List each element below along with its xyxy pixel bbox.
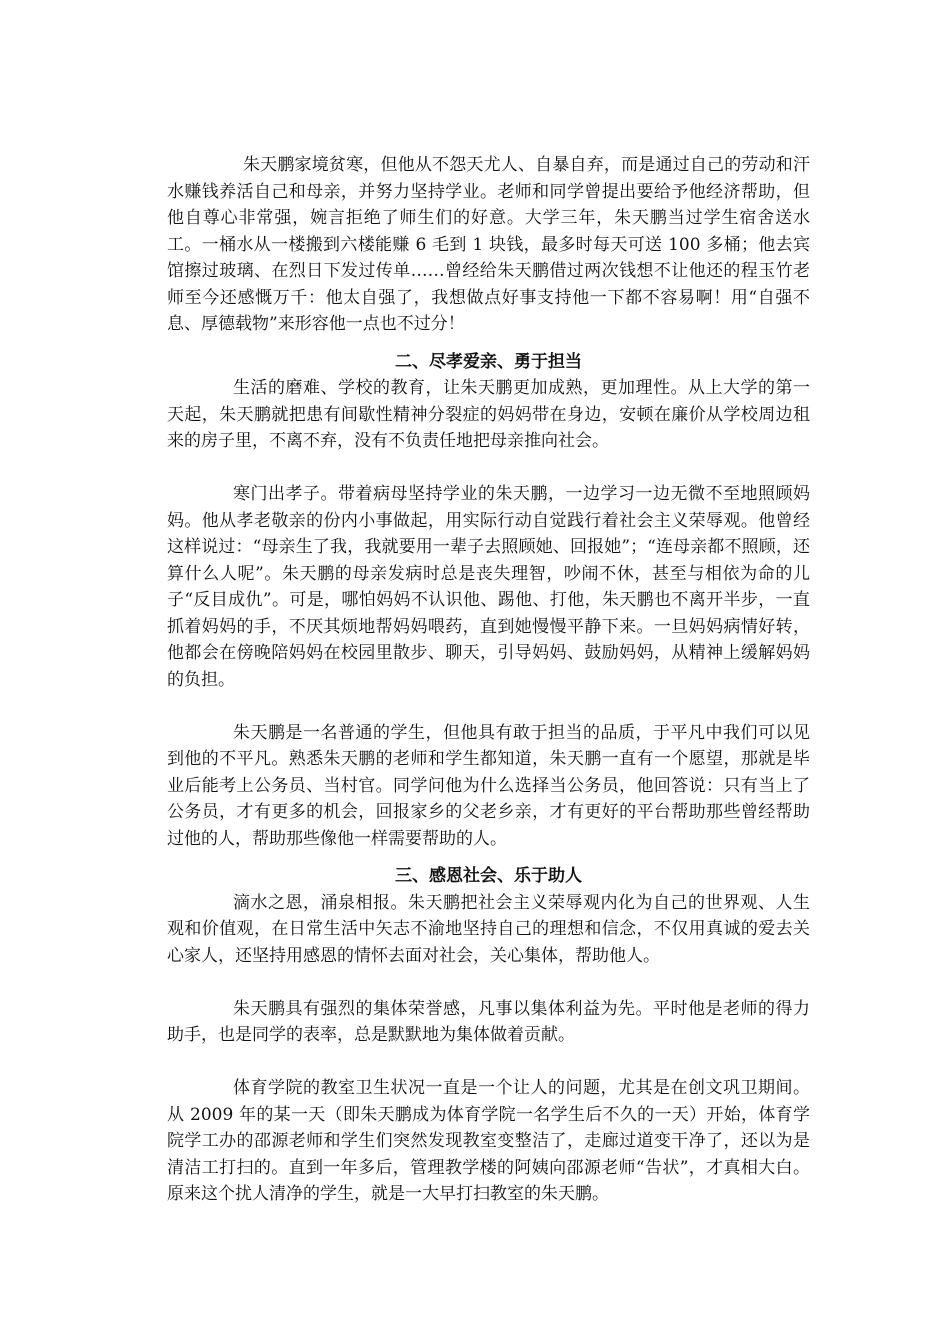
paragraph-self-reliance: 朱天鹏家境贫寒，但他从不怨天尤人、自暴自弃，而是通过自己的劳动和汗水赚钱养活自己和母亲，并努力坚持学业。老师和同学曾提出要给予他经济帮助，但他自尊心非常强，婉言拒绝了师生们的好意。大学三年，朱天鹏当过学生宿舍送水工。一桶水从一楼搬到六楼能赚 6 毛到 1 块钱，最多时每天可送 100 多桶；他去宾馆擦过玻璃、在烈日下发过传单……曾经给朱天鹏借过两次钱想不让他还的程玉竹老师至今还感慨万千：他太自强了，我想做点好事支持他一下都不容易啊！用“自强不息、厚德载物”来形容他一点也不过分！ bbox=[167, 155, 810, 334]
spacer bbox=[167, 852, 810, 863]
spacer bbox=[167, 338, 810, 349]
paragraph-classroom-cleaning: 体育学院的教室卫生状况一直是一个让人的问题，尤其是在创文巩卫期间。从 2009 年的某一天（即朱天鹏成为体育学院一名学生后不久的一天）开始，体育学院学工办的邵源老师和学生们突然发现教室变整洁了，走廊过道变干净了，还以为是清洁工打扫的。直到一年多后，管理教学楼的阿姨向邵源老师“告状”，才真相大白。原来这个扰人清净的学生，就是一大早打扫教室的朱天鹏。 bbox=[167, 1078, 810, 1204]
document-page bbox=[167, 152, 810, 1208]
paragraph-gratitude: 滴水之恩，涌泉相报。朱天鹏把社会主义荣辱观内化为自己的世界观、人生观和价值观，在日常生活中矢志不渝地坚持自己的理想和信念，不仅用真诚的爱去关心家人，还坚持用感恩的情怀去面对社会，关心集体，帮助他人。 bbox=[167, 892, 810, 966]
paragraph-filial-son: 寒门出孝子。带着病母坚持学业的朱天鹏，一边学习一边无微不至地照顾妈妈。他从孝老敬亲的份内小事做起，用实际行动自觉践行着社会主义荣辱观。他曾经这样说过：“母亲生了我，我就要用一辈子去照顾她、回报她”；“连母亲都不照顾，还算什么人呢”。朱天鹏的母亲发病时总是丧失理智，吵闹不休，甚至与相依为命的儿子“反目成仇”。可是，哪怕妈妈不认识他、踢他、打他，朱天鹏也不离开半步，一直抓着妈妈的手，不厌其烦地帮妈妈喂药，直到她慢慢平静下来。一旦妈妈病情好转，他都会在傍晚陪妈妈在校园里散步、聊天，引导妈妈、鼓励妈妈，从精神上缓解妈妈的负担。 bbox=[167, 484, 810, 690]
spacer bbox=[167, 455, 810, 482]
section-heading-3: 三、感恩社会、乐于助人 bbox=[395, 866, 582, 886]
paragraph-responsibility: 朱天鹏是一名普通的学生，但他具有敢于担当的品质，于平凡中我们可以见到他的不平凡。熟悉朱天鹏的老师和学生都知道，朱天鹏一直有一个愿望，那就是毕业后能考上公务员、当村官。同学问他为什么选择当公务员，他回答说：只有当上了公务员，才有更多的机会，回报家乡的父老乡亲，才有更好的平台帮助那些曾经帮助过他的人，帮助那些像他一样需要帮助的人。 bbox=[167, 722, 810, 849]
spacer bbox=[167, 693, 810, 720]
paragraph-collective-honor: 朱天鹏具有强烈的集体荣誉感，凡事以集体利益为先。平时他是老师的得力助手，也是同学的表率，总是默默地为集体做着贡献。 bbox=[167, 998, 810, 1045]
paragraph-care-mother: 生活的磨难、学校的教育，让朱天鹏更加成熟，更加理性。从上大学的第一天起，朱天鹏就把患有间歇性精神分裂症的妈妈带在身边，安顿在廉价从学校周边租来的房子里，不离不弃，没有不负责任地把母亲推向社会。 bbox=[167, 378, 810, 451]
spacer bbox=[167, 1049, 810, 1076]
spacer bbox=[167, 969, 810, 996]
section-heading-2: 二、尽孝爱亲、勇于担当 bbox=[395, 351, 582, 372]
